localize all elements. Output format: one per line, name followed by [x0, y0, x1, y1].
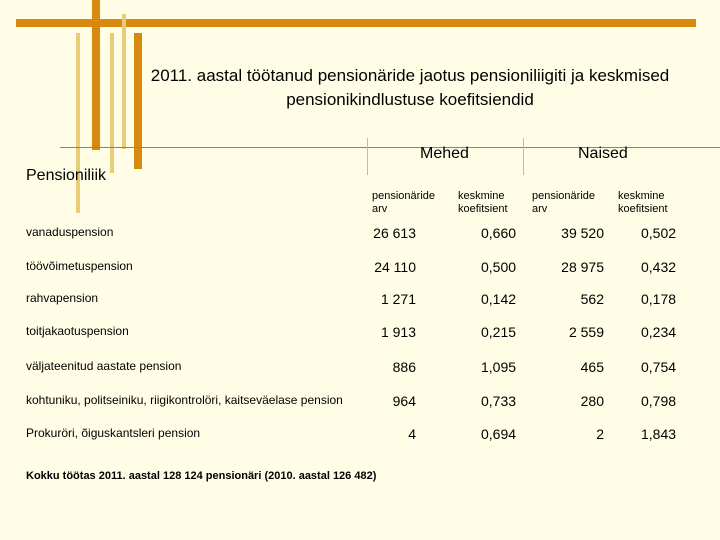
men-coefficient: 0,660 [481, 225, 517, 241]
women-coefficient: 0,754 [641, 359, 677, 375]
row-label: töövõimetuspension [26, 259, 133, 273]
men-count: 886 [392, 359, 416, 375]
men-count: 1 271 [380, 291, 416, 307]
men-coefficient: 0,500 [481, 259, 517, 275]
women-count: 39 520 [561, 225, 604, 241]
subheader-women-count: pensionäride arv [532, 190, 595, 215]
men-coefficient: 0,215 [481, 324, 517, 340]
women-count: 465 [580, 359, 604, 375]
header-pension-type: Pensioniliik [26, 167, 107, 184]
men-coefficient: 0,142 [481, 291, 517, 307]
men-coefficient: 0,733 [481, 393, 517, 409]
table-row [0, 225, 720, 245]
men-coefficient: 1,095 [481, 359, 517, 375]
women-count: 2 559 [568, 324, 604, 340]
decorative-top-bar [16, 19, 696, 27]
men-count: 1 913 [380, 324, 416, 340]
women-count: 28 975 [561, 259, 604, 275]
men-count: 26 613 [373, 225, 416, 241]
row-label: rahvapension [26, 291, 99, 305]
table-row [0, 259, 720, 279]
women-coefficient: 0,798 [641, 393, 677, 409]
table-row [0, 324, 720, 344]
column-separator [523, 138, 524, 175]
row-label: väljateenitud aastate pension [26, 359, 182, 373]
table-row [0, 359, 720, 379]
column-separator [367, 138, 368, 175]
row-label: kohtuniku, politseiniku, riigikontrolöri, kaitseväelase pension [26, 393, 343, 407]
header-men: Mehed [420, 145, 469, 162]
women-coefficient: 0,234 [641, 324, 677, 340]
row-label: vanaduspension [26, 225, 114, 239]
slide-title: 2011. aastal töötanud pensionäride jaotus pensioniliigiti ja keskmised pensionikindlustuse koefitsiendid [150, 66, 670, 109]
women-coefficient: 0,502 [641, 225, 677, 241]
row-label: Prokuröri, õiguskantsleri pension [26, 426, 201, 440]
women-coefficient: 1,843 [641, 426, 677, 442]
men-coefficient: 0,694 [481, 426, 517, 442]
women-coefficient: 0,432 [641, 259, 677, 275]
subheader-women-coefficient: keskmine koefitsient [618, 190, 668, 215]
men-count: 24 110 [374, 259, 416, 275]
women-count: 2 [596, 426, 604, 442]
decorative-vertical-bar [76, 33, 80, 213]
women-count: 280 [580, 393, 604, 409]
subheader-men-coefficient: keskmine koefitsient [458, 190, 508, 215]
subheader-men-count: pensionäride arv [372, 190, 435, 215]
women-count: 562 [580, 291, 604, 307]
decorative-vertical-bar [110, 33, 114, 173]
women-coefficient: 0,178 [641, 291, 677, 307]
footer-total: Kokku töötas 2011. aastal 128 124 pensionäri (2010. aastal 126 482) [26, 470, 377, 482]
table-row [0, 393, 720, 413]
table-row [0, 426, 720, 446]
decorative-vertical-bar [122, 14, 126, 149]
row-label: toitjakaotuspension [26, 324, 129, 338]
decorative-vertical-bar [92, 0, 100, 150]
men-count: 964 [392, 393, 416, 409]
men-count: 4 [408, 426, 416, 442]
table-row [0, 291, 720, 311]
header-women: Naised [578, 145, 628, 162]
